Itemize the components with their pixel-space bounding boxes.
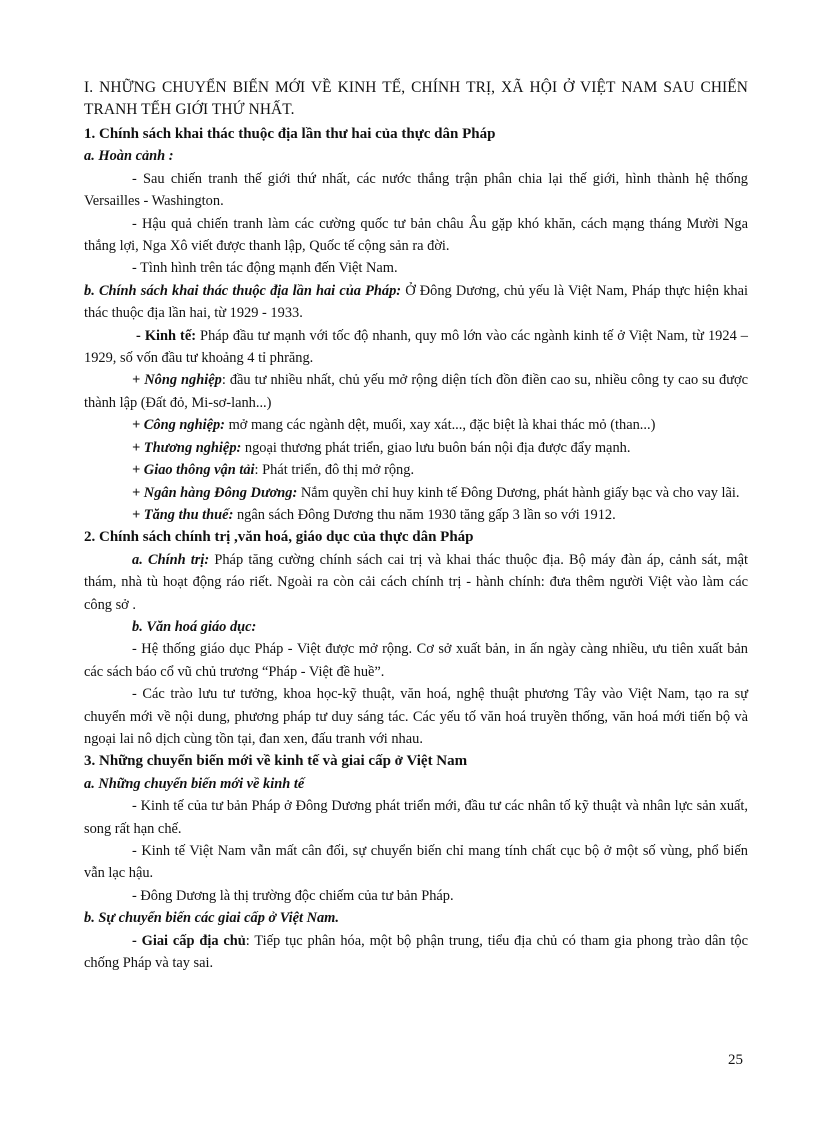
section-1-heading: 1. Chính sách khai thác thuộc địa lần thư hai của thực dân Pháp: [84, 126, 496, 142]
section-3b-text: : Tiếp tục phân hóa, một bộ phận trung, tiểu địa chủ có tham gia phong trào dân tộc chống Pháp và tay sai.: [84, 932, 748, 972]
sector-text: ngoại thương phát triển, giao lưu buôn bán nội địa được đẩy mạnh.: [241, 439, 631, 456]
section-2a-paragraph: [84, 549, 748, 616]
page-number: 25: [728, 1052, 743, 1068]
section-3-heading: 3. Những chuyển biến mới về kinh tế và giai cấp ở Việt Nam: [84, 753, 468, 770]
economy-text: Pháp đầu tư mạnh với tốc độ nhanh, quy mô lớn vào các ngành kinh tế ở Việt Nam, từ 1924 – 1929, số vốn đầu tư khoảng 4 tỉ phrăng.: [84, 327, 748, 367]
sector-label: + Công nghiệp:: [132, 417, 225, 434]
paragraph: - Kinh tế của tư bản Pháp ở Đông Dương phát triển mới, đầu tư các nhân tố kỹ thuật và nhân lực sản xuất, song rất hạn chế.: [84, 798, 748, 837]
sector-text: mở mang các ngành dệt, muối, xay xát..., đặc biệt là khai thác mỏ (than...): [224, 417, 656, 434]
paragraph: - Đông Dương là thị trường độc chiếm của tư bản Pháp.: [132, 887, 454, 904]
sector-item: [84, 504, 748, 526]
paragraph: - Tình hình trên tác động mạnh đến Việt Nam.: [132, 260, 398, 277]
sector-label: + Giao thông vận tải: [132, 462, 255, 479]
paragraph: - Các trào lưu tư tưởng, khoa học-kỹ thuật, văn hoá, nghệ thuật phương Tây vào Việt Nam, tạo ra sự chuyển mới về nội dung, phương pháp tư duy sáng tác. Các yếu tố văn hoá truyền thống, văn hoá mới tiến bộ và ngoại lai nô dịch cùng tồn tại, đan xen, đấu tranh với nhau.: [84, 686, 748, 747]
section-3b-label: - Giai cấp địa chủ: [132, 932, 246, 949]
section-1b-paragraph: [84, 280, 748, 325]
section-1b-text: Ở Đông Dương, chủ yếu là Việt Nam, Pháp thực hiện khai thác thuộc địa lần hai, từ 1929 - 1933.: [84, 282, 748, 322]
economy-label: - Kinh tế:: [136, 327, 197, 344]
economy-paragraph: [84, 325, 748, 370]
section-2b-heading: b. Văn hoá giáo dục:: [132, 618, 257, 635]
section-3a-heading: a. Những chuyển biến mới về kinh tế: [84, 775, 305, 792]
section-1a-heading: a. Hoàn cảnh :: [84, 148, 174, 165]
sector-label: + Thương nghiệp:: [132, 439, 242, 456]
sector-text: Nắm quyền chỉ huy kinh tế Đông Dương, phát hành giấy bạc và cho vay lãi.: [297, 484, 740, 501]
paragraph: - Hậu quả chiến tranh làm các cường quốc tư bản châu Âu gặp khó khăn, cách mạng tháng Mười Nga thắng lợi, Nga Xô viết được thanh lập, Quốc tế cộng sản ra đời.: [84, 215, 748, 255]
section-3b-paragraph: [84, 930, 748, 975]
sector-text: : Phát triển, đô thị mở rộng.: [254, 462, 415, 479]
section-2a-label: a. Chính trị:: [132, 551, 210, 568]
sector-item: [84, 482, 748, 504]
paragraph: - Hệ thống giáo dục Pháp - Việt được mở rộng. Cơ sở xuất bản, in ấn ngày càng nhiều, ưu tiên xuất bản các sách báo cổ vũ chủ trương “Pháp - Việt đề huề”.: [84, 641, 748, 680]
sector-text: : đầu tư nhiều nhất, chủ yếu mở rộng diện tích đồn điền cao su, nhiều công ty cao su được thành lập (Đất đỏ, Mi-sơ-lanh...): [84, 372, 748, 411]
sector-item: [84, 414, 748, 436]
section-3b-heading: b. Sự chuyển biến các giai cấp ở Việt Nam.: [84, 910, 339, 927]
main-title: I. NHỮNG CHUYỂN BIẾN MỚI VỀ KINH TẾ, CHÍNH TRỊ, XÃ HỘI Ở VIỆT NAM SAU CHIẾN TRANH TẾH GIỚI THỨ NHẤT.: [84, 79, 748, 118]
page-content: [84, 77, 748, 974]
paragraph: - Sau chiến tranh thế giới thứ nhất, các nước thắng trận phân chia lại thế giới, hình thành hệ thống Versailles - Washington.: [84, 170, 748, 210]
section-2-heading: 2. Chính sách chính trị ,văn hoá, giáo dục của thực dân Pháp: [84, 529, 474, 546]
sector-item: [84, 437, 748, 459]
sector-item: [84, 369, 748, 414]
sector-text: ngân sách Đông Dương thu năm 1930 tăng gấp 3 lần so với 1912.: [233, 506, 616, 523]
sector-item: [84, 459, 748, 481]
sector-label: + Ngân hàng Đông Dương:: [132, 484, 298, 501]
sector-label: + Tăng thu thuế:: [132, 506, 234, 523]
sector-label: + Nông nghiệp: [132, 372, 222, 389]
section-1b-heading: b. Chính sách khai thác thuộc địa lần hai của Pháp:: [84, 282, 402, 299]
section-2a-text: Pháp tăng cường chính sách cai trị và khai thác thuộc địa. Bộ máy đàn áp, cảnh sát, mật thám, nhà tù hoạt động ráo riết. Ngoài ra còn cải cách chính trị - hành chính: đưa thêm người Việt vào làm các công sở .: [84, 551, 748, 613]
paragraph: - Kinh tế Việt Nam vẫn mất cân đối, sự chuyển biến chỉ mang tính chất cục bộ ở một số vùng, phổ biến vẫn lạc hậu.: [84, 843, 748, 882]
